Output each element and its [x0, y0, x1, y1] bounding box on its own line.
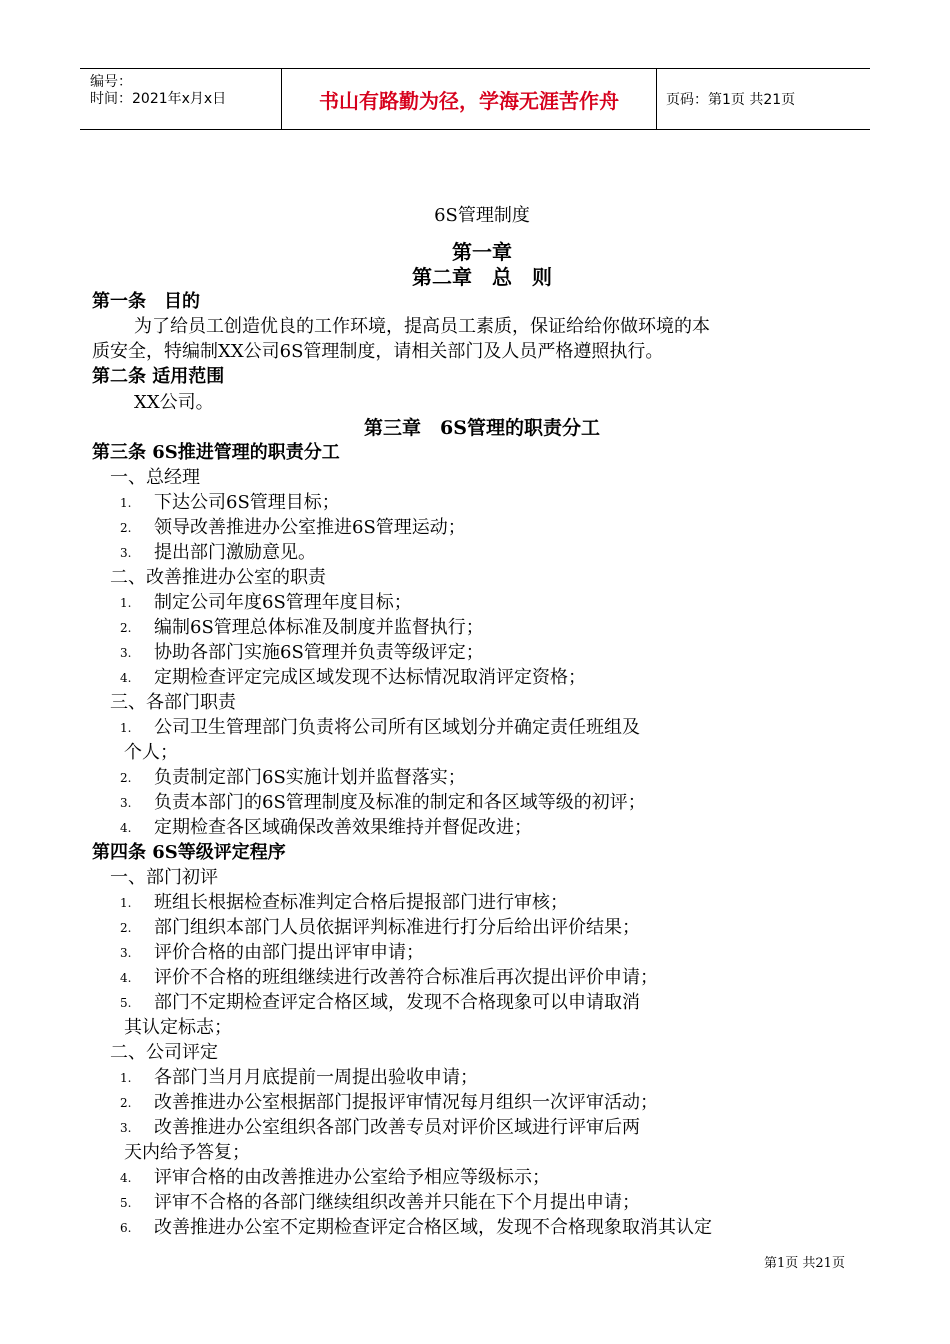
article-1-text-1: 为了给员工创造优良的工作环境，提高员工素质，保证给给你做环境的本 [134, 316, 710, 337]
header-motto: 书山有路勤为径，学海无涯苦作舟 [281, 69, 657, 129]
list-item: 2. 部门组织本部门人员依据评判标准进行打分后给出评价结果； [120, 917, 640, 938]
list-item: 3. 评价合格的由部门提出评审申请； [120, 942, 424, 963]
list-item-continuation: 天内给予答复； [124, 1142, 250, 1163]
list-item: 3. 负责本部门的6S管理制度及标准的制定和各区域等级的初评； [120, 792, 646, 813]
header-meta [80, 69, 281, 129]
page-footer: 第1页 共21页 [764, 1256, 845, 1271]
list-item: 1. 班组长根据检查标准判定合格后提报部门进行审核； [120, 892, 568, 913]
section-heading: 一、总经理 [110, 467, 200, 488]
header-page-info: 页码：第1页 共21页 [666, 92, 796, 108]
list-item: 2. 领导改善推进办公室推进6S管理运动； [120, 517, 466, 538]
time-label: 时间：2021年x月x日 [90, 91, 227, 107]
number-label: 编号： [90, 74, 132, 90]
list-item: 5. 部门不定期检查评定合格区域，发现不合格现象可以申请取消 [120, 992, 640, 1013]
chapter-2: 第二章 总 则 [412, 265, 552, 289]
chapter-3: 第三章 6S管理的职责分工 [364, 417, 600, 439]
list-item: 4. 评审合格的由改善推进办公室给予相应等级标示； [120, 1167, 550, 1188]
list-item: 3. 改善推进办公室组织各部门改善专员对评价区域进行评审后两 [120, 1117, 640, 1138]
section-heading: 二、改善推进办公室的职责 [110, 567, 326, 588]
list-item: 3. 协助各部门实施6S管理并负责等级评定； [120, 642, 484, 663]
article-2-title: 第二条 适用范围 [92, 366, 225, 387]
section-heading: 二、公司评定 [110, 1042, 218, 1063]
list-item: 2. 改善推进办公室根据部门提报评审情况每月组织一次评审活动； [120, 1092, 658, 1113]
doc-title: 6S管理制度 [434, 205, 530, 226]
list-item: 4. 评价不合格的班组继续进行改善符合标准后再次提出评价申请； [120, 967, 658, 988]
article-2-text: XX公司。 [134, 392, 214, 413]
list-item-continuation: 个人； [124, 742, 178, 763]
section-heading: 三、各部门职责 [110, 692, 236, 713]
list-item: 5. 评审不合格的各部门继续组织改善并只能在下个月提出申请； [120, 1192, 640, 1213]
list-item: 4. 定期检查各区域确保改善效果维持并督促改进； [120, 817, 532, 838]
list-item: 1. 下达公司6S管理目标； [120, 492, 340, 513]
list-item: 2. 编制6S管理总体标准及制度并监督执行； [120, 617, 484, 638]
article-4-title: 第四条 6S等级评定程序 [92, 842, 286, 863]
list-item: 4. 定期检查评定完成区域发现不达标情况取消评定资格； [120, 667, 586, 688]
article-3-title: 第三条 6S推进管理的职责分工 [92, 442, 340, 463]
list-item: 2. 负责制定部门6S实施计划并监督落实； [120, 767, 466, 788]
list-item-continuation: 其认定标志； [124, 1017, 232, 1038]
chapter-1: 第一章 [452, 240, 512, 264]
list-item: 1. 制定公司年度6S管理年度目标； [120, 592, 412, 613]
article-1-title: 第一条 目的 [92, 291, 200, 312]
section-heading: 一、部门初评 [110, 867, 218, 888]
list-item: 1. 公司卫生管理部门负责将公司所有区域划分并确定责任班组及 [120, 717, 640, 738]
header-table [80, 68, 870, 130]
list-item: 6. 改善推进办公室不定期检查评定合格区域，发现不合格现象取消其认定 [120, 1217, 712, 1238]
list-item: 3. 提出部门激励意见。 [120, 542, 316, 563]
article-1-text-2: 质安全，特编制XX公司6S管理制度，请相关部门及人员严格遵照执行。 [92, 341, 664, 362]
list-item: 1. 各部门当月月底提前一周提出验收申请； [120, 1067, 478, 1088]
